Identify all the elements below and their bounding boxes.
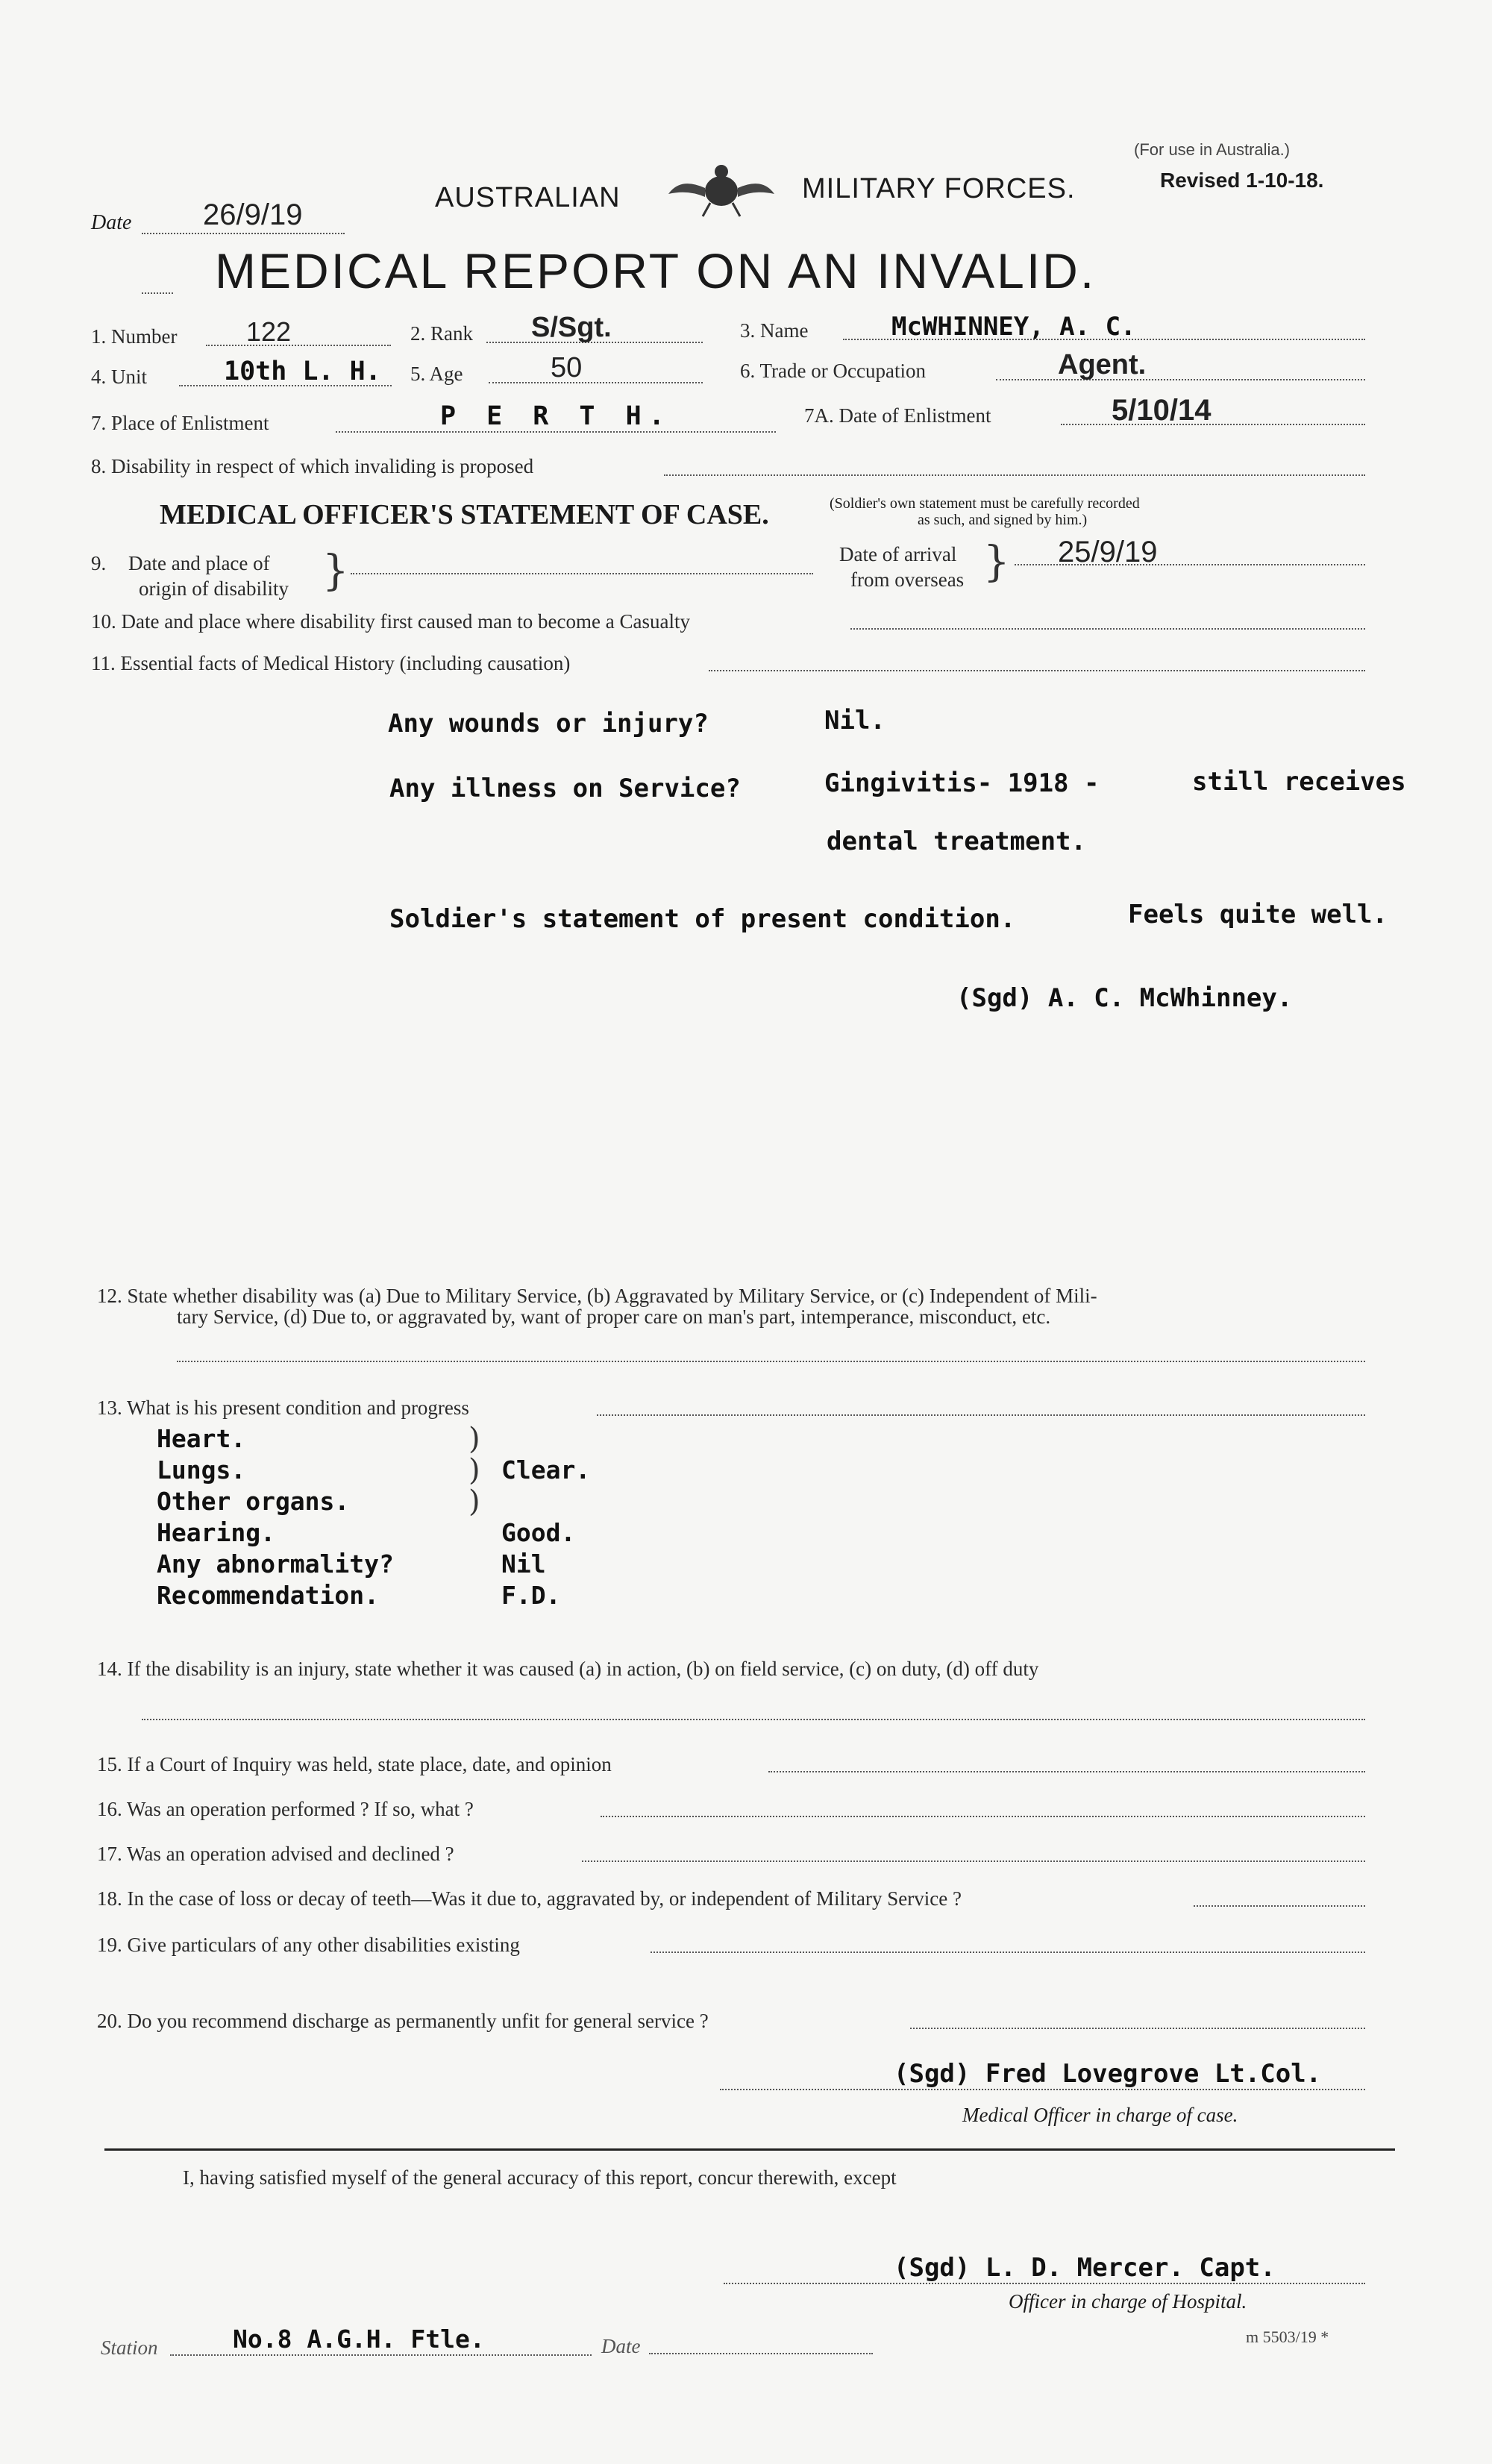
concur-statement: I, having satisfied myself of the general accuracy of this report, concur therewith, except <box>183 2166 897 2189</box>
mo-caption: Medical Officer in charge of case. <box>962 2104 1238 2126</box>
name-value: McWHINNEY, A. C. <box>891 312 1136 342</box>
condition-value <box>501 1486 590 1517</box>
f9-number: 9. <box>91 552 107 574</box>
wounds-answer: Nil. <box>824 706 886 736</box>
enlistment-date-value: 5/10/14 <box>1112 394 1212 427</box>
trade-label: 6. Trade or Occupation <box>740 360 926 382</box>
print-code: m 5503/19 * <box>1246 2327 1329 2346</box>
soldier-signature: (Sgd) A. C. McWhinney. <box>956 983 1293 1013</box>
condition-values <box>501 1423 590 1611</box>
rank-value: S/Sgt. <box>531 312 612 343</box>
unit-label: 4. Unit <box>91 366 148 388</box>
origin-label-2: origin of disability <box>139 577 289 600</box>
arrival-value: 25/9/19 <box>1058 536 1158 568</box>
condition-item: Other organs. <box>157 1487 350 1516</box>
footer-date-label: Date <box>601 2335 641 2357</box>
crest-icon <box>665 158 777 218</box>
q17-label: 17. Was an operation advised and declined ? <box>97 1843 454 1865</box>
q19-label: 19. Give particulars of any other disabilities existing <box>97 1934 520 1956</box>
arrival-label-1: Date of arrival <box>839 543 957 565</box>
illness-answer-1: Gingivitis- 1918 - <box>824 768 1100 798</box>
wounds-question: Any wounds or injury? <box>388 709 709 739</box>
condition-value: Clear. <box>501 1455 591 1485</box>
brace-icon: } <box>322 547 349 595</box>
statement-note-2: as such, and signed by him.) <box>918 512 1088 528</box>
history-label: 11. Essential facts of Medical History (including causation) <box>91 652 571 674</box>
mo-signature: (Sgd) Fred Lovegrove Lt.Col. <box>894 2059 1322 2089</box>
disability-label: 8. Disability in respect of which invaliding is proposed <box>91 455 534 477</box>
q15-label: 15. If a Court of Inquiry was held, state place, date, and opinion <box>97 1753 612 1775</box>
enlistment-date-label: 7A. Date of Enlistment <box>804 404 991 427</box>
condition-value: Good. <box>501 1518 576 1547</box>
condition-item: Heart. <box>157 1424 246 1453</box>
q13-label: 13. What is his present condition and progress <box>97 1396 469 1419</box>
condition-item: Any abnormality? <box>157 1549 394 1579</box>
enlistment-place-label: 7. Place of Enlistment <box>91 412 269 434</box>
illness-answer-2: dental treatment. <box>827 827 1086 856</box>
statement-heading: MEDICAL OFFICER'S STATEMENT OF CASE. <box>160 499 769 530</box>
condition-item: Hearing. <box>157 1518 275 1547</box>
condition-item: Recommendation. <box>157 1581 380 1610</box>
casualty-label: 10. Date and place where disability first caused man to become a Casualty <box>91 610 690 633</box>
q12-line-2: tary Service, (d) Due to, or aggravated by, want of proper care on man's part, intemperance, misconduct, etc. <box>177 1305 1051 1328</box>
revised-note: Revised 1-10-18. <box>1160 169 1324 192</box>
age-value: 50 <box>551 352 583 383</box>
divider <box>104 2148 1395 2151</box>
unit-value: 10th L. H. <box>224 357 381 386</box>
date-label: Date <box>91 211 132 234</box>
station-value: No.8 A.G.H. Ftle. <box>233 2325 485 2354</box>
illness-answer-1b: still receives <box>1192 767 1406 797</box>
present-condition-answer: Feels quite well. <box>1128 900 1388 930</box>
date-value: 26/9/19 <box>203 198 303 231</box>
station-label: Station <box>101 2336 158 2359</box>
name-label: 3. Name <box>740 319 809 342</box>
brace-icon: ) ) ) <box>468 1422 480 1519</box>
illness-question: Any illness on Service? <box>389 774 741 803</box>
condition-value: F.D. <box>501 1581 561 1610</box>
q18-label: 18. In the case of loss or decay of teeth—Was it due to, aggravated by, or independent of Military Service ? <box>97 1887 962 1910</box>
oc-signature: (Sgd) L. D. Mercer. Capt. <box>894 2253 1276 2283</box>
use-note: (For use in Australia.) <box>1134 140 1291 159</box>
trade-value: Agent. <box>1058 349 1147 380</box>
condition-value: Nil <box>501 1549 546 1579</box>
q14-label: 14. If the disability is an injury, state whether it was caused (a) in action, (b) on field service, (c) on duty, (d) off duty <box>97 1658 1039 1680</box>
brace-icon: } <box>983 538 1010 586</box>
arrival-label-2: from overseas <box>850 568 965 591</box>
q20-label: 20. Do you recommend discharge as permanently unfit for general service ? <box>97 2010 709 2032</box>
rank-label: 2. Rank <box>410 322 473 345</box>
present-condition-label: Soldier's statement of present condition. <box>389 904 1016 934</box>
page-title: MEDICAL REPORT ON AN INVALID. <box>215 243 1097 298</box>
origin-label-1: Date and place of <box>128 552 270 574</box>
number-value: 122 <box>246 316 292 347</box>
military-forces-label: MILITARY FORCES. <box>802 173 1076 204</box>
enlistment-place-value: P E R T H. <box>440 401 672 431</box>
age-label: 5. Age <box>410 363 463 385</box>
oc-caption: Officer in charge of Hospital. <box>1009 2290 1247 2313</box>
number-label: 1. Number <box>91 325 178 348</box>
condition-value <box>501 1423 590 1455</box>
q16-label: 16. Was an operation performed ? If so, what ? <box>97 1798 474 1820</box>
condition-items <box>157 1423 394 1611</box>
q12-line-1: 12. State whether disability was (a) Due to Military Service, (b) Aggravated by Military Service, or (c) Independent of Mili- <box>97 1285 1097 1307</box>
australian-label: AUSTRALIAN <box>435 182 621 213</box>
statement-note-1: (Soldier's own statement must be carefully recorded <box>830 495 1140 512</box>
condition-item: Lungs. <box>157 1455 246 1485</box>
